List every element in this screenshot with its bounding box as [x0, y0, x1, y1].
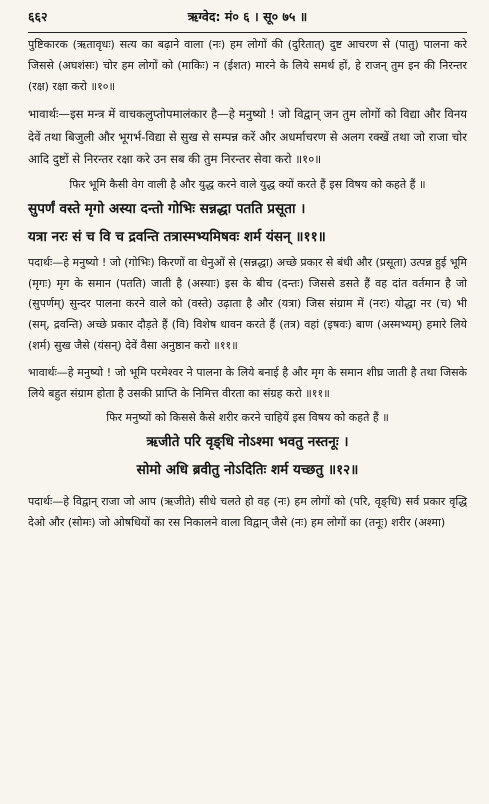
bhavartha-paragraph: भावार्थः—इस मन्त्र में वाचकलुप्तोपमालंकार है—हे मनुष्यो ! जो विद्वान् जन तुम लोगों को विद्या और विनय देवें तथा बिजुली और भूगर्भ-विद्या से सुख से सम्पन्न करें और अधर्माचरण से अलग रक्खें तथा जो राजा चोर आदि दुष्टों से निरन्तर रक्षा करे उन सब की तुम निरन्तर सेवा करो ॥१०॥: [28, 107, 467, 167]
padartha-paragraph: पदार्थः—हे मनुष्यो ! जो (गोभिः) किरणों वा धेनुओं से (सन्नद्धा) अच्छे प्रकार से बंधी और (प्रसूता) उत्पन्न हुई भूमि (मृगः) मृग के समान (पतति) जाती है (अस्याः) इस के बीच (दन्तः) जिससे डसते हैं वह दांत वर्तमान है जो (सुपर्णम्) सुन्दर पालना करने वाले को (वस्ते) उढ़ाता है और (यत्रा) जिस संग्राम में (नरः) योद्धा नर (च) भी (सम्, द्रवन्ति) अच्छे प्रकार दौड़ते हैं (वि) विशेष धावन करते हैं (तत्र) वहां (इषवः) बाण (अस्मभ्यम्) हमारे लिये (शर्म) सुख जैसे (यंसन्) देवें वैसा अनुष्ठान करो ॥११॥: [28, 255, 467, 353]
topic-intro: फिर भूमि कैसी वेग वाली है और युद्ध करने वाले युद्ध क्यों करते हैं इस विषय को कहते हैं ॥: [69, 177, 426, 191]
bhavartha-paragraph: भावार्थः—हे मनुष्यो ! जो भूमि परमेश्वर ने पालना के लिये बनाई है और मृग के समान शीघ्र जाती है तथा जिसके लिये बहुत संग्राम होता है उसकी प्राप्ति के निमित्त वीरता का संग्रह करो ॥११॥: [28, 365, 467, 400]
mantra-line: ऋजीते परि वृङ्धि नोऽश्मा भवतु नस्तनूः ।: [146, 434, 349, 451]
padartha-paragraph: पुष्टिकारक (ऋतावृधः) सत्य का बढ़ाने वाला (नः) हम लोगों की (दुरितात्) दुष्ट आचरण से (पातु) पालना करे जिससे (अघशंसः) चोर हम लोगों को (माकिः) न (ईशत) मारने के लिये समर्थ हों, हे राजन् तुम इन की निरन्तर (रक्ष) रक्षा करो ॥१०॥: [28, 38, 467, 93]
mantra-line: सोमो अधि ब्रवीतु नोऽदितिः शर्म यच्छतु ॥१२॥: [136, 462, 359, 479]
mantra-line: यत्रा नरः सं च वि च द्रवन्ति तत्रास्मभ्यमिषवः शर्म यंसन् ॥११॥: [28, 228, 326, 245]
padartha-paragraph: पदार्थः—हे विद्वान् राजा जो आप (ऋजीते) सीधे चलते हो वह (नः) हम लोगों को (परि, वृङ्धि) सर्व प्रकार वृद्धि देओ और (सोमः) जो ओषधियों का रस निकालने वाला विद्वान् जैसे (नः) हम लोगों का (तनूः) शरीर (अश्मा): [28, 495, 467, 530]
header-rule: [28, 32, 467, 33]
topic-intro: फिर मनुष्यों को किससे कैसे शरीर करने चाहियें इस विषय को कहते हैं ॥: [106, 411, 389, 425]
running-head: ऋग्वेद: मं० ६ । सू० ७५ ॥: [187, 9, 308, 24]
mantra-line: सुपर्णं वस्ते मृगो अस्या दन्तो गोभिः सन्नद्धा पतति प्रसूता ।: [28, 200, 306, 217]
page-number: ६६२: [28, 9, 48, 24]
page-header: [28, 8, 467, 32]
